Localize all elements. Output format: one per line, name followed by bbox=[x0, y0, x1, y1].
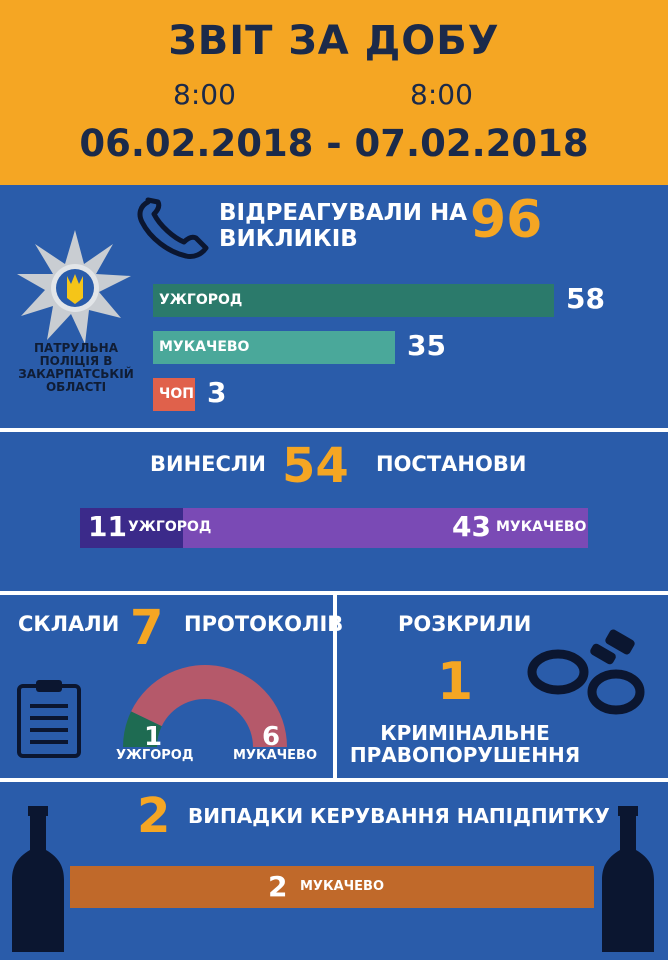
gauge-value-0: 1 bbox=[143, 722, 163, 752]
gauge-value-1: 6 bbox=[261, 722, 281, 752]
res-value-mukachevo: 43 bbox=[452, 510, 491, 543]
phone-icon bbox=[134, 196, 214, 260]
calls-bar-ужгород: УЖГОРОД bbox=[153, 284, 554, 317]
drunk-bar-value: 2 bbox=[268, 870, 288, 903]
bottle-right-icon bbox=[600, 806, 656, 956]
protocols-left-word: СКЛАЛИ bbox=[18, 612, 120, 636]
crimes-total: 1 bbox=[437, 652, 474, 712]
gauge-label-uzhhorod: УЖГОРОД bbox=[116, 748, 194, 763]
resolutions-total: 54 bbox=[282, 438, 349, 494]
res-label-uzhhorod: УЖГОРОД bbox=[128, 519, 212, 535]
time-from: 8:00 bbox=[173, 78, 236, 111]
calls-bar-мукачево: МУКАЧЕВО bbox=[153, 331, 395, 364]
clipboard-icon bbox=[16, 678, 82, 758]
res-label-mukachevo: МУКАЧЕВО bbox=[496, 519, 587, 535]
section-divider bbox=[0, 778, 668, 782]
resolutions-left-word: ВИНЕСЛИ bbox=[150, 452, 266, 476]
crimes-line2: ПРАВОПОРУШЕННЯ bbox=[349, 743, 581, 767]
calls-bar-чоп: ЧОП bbox=[153, 378, 195, 411]
drunk-total: 2 bbox=[137, 788, 171, 844]
time-to: 8:00 bbox=[410, 78, 473, 111]
police-badge-icon bbox=[14, 228, 136, 348]
res-value-uzhhorod: 11 bbox=[88, 510, 127, 543]
gauge-label-mukachevo: МУКАЧЕВО bbox=[233, 748, 317, 763]
drunk-bar-label: МУКАЧЕВО bbox=[300, 879, 384, 894]
calls-total: 96 bbox=[470, 190, 543, 250]
protocols-total: 7 bbox=[130, 600, 164, 656]
police-logo-text: ПАТРУЛЬНА ПОЛІЦІЯ В ЗАКАРПАТСЬКІЙ ОБЛАСТІ bbox=[18, 341, 134, 394]
crimes-title: РОЗКРИЛИ bbox=[398, 612, 532, 636]
handcuffs-icon bbox=[524, 628, 658, 724]
protocols-right-word: ПРОТОКОЛІВ bbox=[184, 612, 344, 636]
bottle-left-icon bbox=[10, 806, 66, 956]
crimes-line1: КРИМІНАЛЬНЕ bbox=[380, 721, 550, 745]
section-divider bbox=[0, 428, 668, 432]
date-range: 06.02.2018 - 07.02.2018 bbox=[79, 122, 589, 165]
resolutions-right-word: ПОСТАНОВИ bbox=[376, 452, 527, 476]
calls-bar-value: 58 bbox=[566, 282, 605, 315]
calls-bar-value: 35 bbox=[407, 329, 446, 362]
drunk-title: ВИПАДКИ КЕРУВАННЯ НАПІДПИТКУ bbox=[188, 804, 610, 828]
calls-bar-value: 3 bbox=[207, 376, 227, 409]
calls-title-line2: ВИКЛИКІВ bbox=[219, 226, 358, 252]
report-title: ЗВІТ ЗА ДОБУ bbox=[168, 18, 500, 64]
calls-title-line1: ВІДРЕАГУВАЛИ НА bbox=[219, 200, 468, 226]
